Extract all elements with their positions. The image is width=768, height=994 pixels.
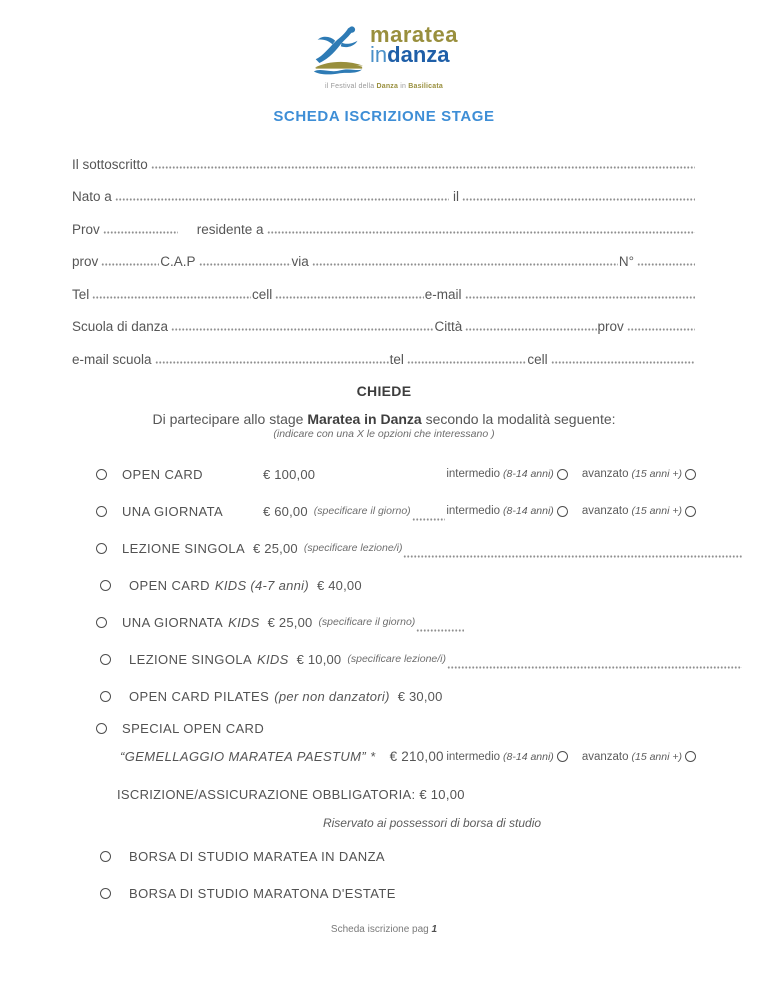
il-label: il [453, 189, 460, 204]
level-age: (15 anni +) [631, 468, 682, 480]
option-note: (specificare lezione/i) [347, 653, 446, 665]
option-label-italic: KIDS [228, 614, 260, 630]
option-open-card-pilates [72, 678, 696, 715]
logo-in-text: in [370, 42, 388, 67]
scuola-label: Scuola di danza [72, 319, 169, 334]
via-label: via [291, 254, 309, 269]
cell-scuola-field[interactable] [551, 359, 695, 364]
intermedio-checkbox[interactable] [557, 469, 568, 480]
option-price: € 210,00 [389, 749, 444, 764]
form-row-sottoscritto [72, 139, 696, 172]
page-title: SCHEDA ISCRIZIONE STAGE [273, 108, 495, 125]
level-label: intermedio [446, 468, 501, 480]
tagline-pre: il Festival della [325, 83, 375, 90]
residente-field[interactable] [267, 229, 695, 234]
option-label: OPEN CARD [129, 577, 210, 593]
tel-field[interactable] [92, 294, 251, 299]
option-checkbox[interactable] [100, 888, 111, 899]
borse-list [72, 838, 696, 912]
form-row-indirizzo [72, 237, 696, 270]
level-label: avanzato [581, 468, 629, 480]
numero-label: N° [618, 254, 634, 269]
page-footer [72, 924, 696, 935]
tagline-danza: Danza [376, 83, 399, 90]
residente-label: residente a [196, 221, 264, 237]
cap-field[interactable] [199, 261, 291, 266]
level-group [446, 751, 696, 763]
lezione-field[interactable] [403, 553, 742, 558]
chiede-bold: Maratea in Danza [307, 410, 422, 427]
level-age: (15 anni +) [631, 505, 682, 517]
tel-scuola-label: tel [389, 351, 404, 367]
giorno-kids-field[interactable] [416, 627, 464, 632]
option-price: € 40,00 [316, 577, 362, 593]
lezione-kids-field[interactable] [447, 664, 742, 669]
prov-field[interactable] [103, 229, 178, 234]
option-lezione-singola-kids [72, 641, 696, 678]
level-age: (8-14 anni) [503, 750, 554, 763]
option-special-open-card [72, 715, 696, 743]
option-label: BORSA DI STUDIO MARATONA D'ESTATE [129, 885, 396, 901]
email-label: e-mail [424, 286, 462, 302]
form-row-contatti [72, 269, 696, 302]
email-field[interactable] [465, 294, 695, 299]
logo-danza-text: danza [387, 42, 450, 67]
option-checkbox[interactable] [100, 580, 111, 591]
prov2-label: prov [72, 254, 99, 269]
option-price: € 10,00 [296, 651, 342, 667]
tel-scuola-field[interactable] [407, 359, 527, 364]
logo-tagline [289, 83, 479, 90]
option-price: € 25,00 [253, 540, 298, 556]
option-label: UNA GIORNATA [122, 503, 224, 519]
option-label: UNA GIORNATA [122, 614, 224, 630]
citta-label: Città [434, 319, 463, 334]
option-open-card [72, 456, 696, 493]
tel-label: Tel [72, 286, 90, 302]
via-field[interactable] [312, 261, 618, 266]
footer-page-number: 1 [431, 923, 438, 935]
chiede-heading: CHIEDE [356, 382, 412, 399]
cell-field[interactable] [275, 294, 424, 299]
option-label: OPEN CARD [122, 466, 203, 482]
cell-scuola-label: cell [527, 351, 548, 367]
option-note: (specificare il giorno) [313, 505, 411, 517]
option-label: OPEN CARD PILATES [129, 688, 270, 704]
level-age: (8-14 anni) [503, 505, 554, 517]
option-price: € 30,00 [397, 688, 443, 704]
prov2-field[interactable] [101, 261, 159, 266]
sottoscritto-field[interactable] [151, 164, 695, 169]
option-lezione-singola [72, 530, 696, 567]
level-age: (15 anni +) [631, 750, 682, 763]
email-scuola-label: e-mail scuola [72, 351, 152, 367]
option-checkbox[interactable] [96, 506, 107, 517]
option-label-italic: KIDS [257, 651, 289, 667]
level-group [446, 468, 696, 480]
tagline-in: in [400, 83, 407, 90]
intermedio-checkbox[interactable] [557, 506, 568, 517]
form-row-nato [72, 172, 696, 205]
option-checkbox[interactable] [96, 469, 107, 480]
dancer-icon [310, 24, 366, 81]
option-price: € 25,00 [267, 614, 313, 630]
form-row-prov-residente [72, 204, 696, 237]
form-row-scuola [72, 302, 696, 335]
avanzato-checkbox[interactable] [685, 469, 696, 480]
prov-label: Prov [72, 221, 100, 237]
avanzato-checkbox[interactable] [685, 751, 696, 762]
option-checkbox[interactable] [96, 617, 107, 628]
option-checkbox[interactable] [100, 851, 111, 862]
logo [289, 24, 479, 90]
option-label: SPECIAL OPEN CARD [122, 721, 265, 736]
level-age: (8-14 anni) [503, 468, 554, 480]
personal-info-form [72, 139, 696, 367]
email-scuola-field[interactable] [155, 359, 389, 364]
intermedio-checkbox[interactable] [557, 751, 568, 762]
chiede-line [72, 411, 696, 427]
chiede-hint: (indicare con una X le opzioni che interessano ) [273, 427, 495, 440]
option-open-card-kids [72, 567, 696, 604]
option-price: € 100,00 [263, 466, 316, 482]
level-label: intermedio [446, 505, 501, 517]
form-row-email-scuola [72, 334, 696, 367]
level-label: intermedio [446, 750, 501, 763]
option-note: (specificare il giorno) [318, 616, 416, 628]
logo-maratea-text: maratea [370, 22, 458, 47]
option-special-subline [120, 743, 696, 771]
riservato-note: Riservato ai possessori di borsa di studio [322, 815, 542, 830]
level-label: avanzato [581, 750, 629, 763]
chiede-post: secondo la modalità seguente: [421, 410, 616, 427]
nato-a-field[interactable] [115, 196, 449, 201]
option-note: (specificare lezione/i) [303, 542, 403, 554]
options-list [72, 456, 696, 771]
option-una-giornata-kids [72, 604, 696, 641]
cell-label: cell [252, 286, 273, 302]
option-checkbox[interactable] [96, 543, 107, 554]
nato-a-label: Nato a [72, 189, 112, 204]
citta-field[interactable] [465, 326, 596, 331]
option-label: LEZIONE SINGOLA [129, 651, 253, 667]
tagline-basilicata: Basilicata [408, 83, 443, 90]
iscrizione-note: ISCRIZIONE/ASSICURAZIONE OBBLIGATORIA: € 10,00 [117, 786, 465, 802]
data-nascita-field[interactable] [462, 196, 695, 201]
level-label: avanzato [581, 505, 629, 517]
numero-field[interactable] [637, 261, 695, 266]
option-borsa-maratona [72, 875, 696, 912]
logo-wordmark [370, 24, 458, 66]
giorno-field[interactable] [412, 516, 446, 521]
option-borsa-maratea [72, 838, 696, 875]
avanzato-checkbox[interactable] [685, 506, 696, 517]
option-label-italic: (per non danzatori) [274, 688, 390, 704]
level-group [446, 505, 696, 517]
option-price: € 60,00 [263, 503, 308, 519]
option-checkbox[interactable] [100, 691, 111, 702]
scuola-field[interactable] [171, 326, 433, 331]
footer-text: Scheda iscrizione pag [330, 923, 432, 935]
chiede-pre: Di partecipare allo stage [152, 410, 308, 427]
sottoscritto-label: Il sottoscritto [72, 156, 148, 172]
option-label-italic: KIDS (4-7 anni) [214, 577, 309, 593]
prov-scuola-label: prov [597, 319, 624, 334]
prov-scuola-field[interactable] [627, 326, 695, 331]
option-checkbox[interactable] [100, 654, 111, 665]
option-checkbox[interactable] [96, 723, 107, 734]
cap-label: C.A.P [160, 254, 196, 269]
option-label: BORSA DI STUDIO MARATEA IN DANZA [129, 848, 385, 864]
gemellaggio-text: “GEMELLAGGIO MARATEA PAESTUM” * [120, 749, 376, 764]
option-label: LEZIONE SINGOLA [122, 540, 246, 556]
option-una-giornata [72, 493, 696, 530]
